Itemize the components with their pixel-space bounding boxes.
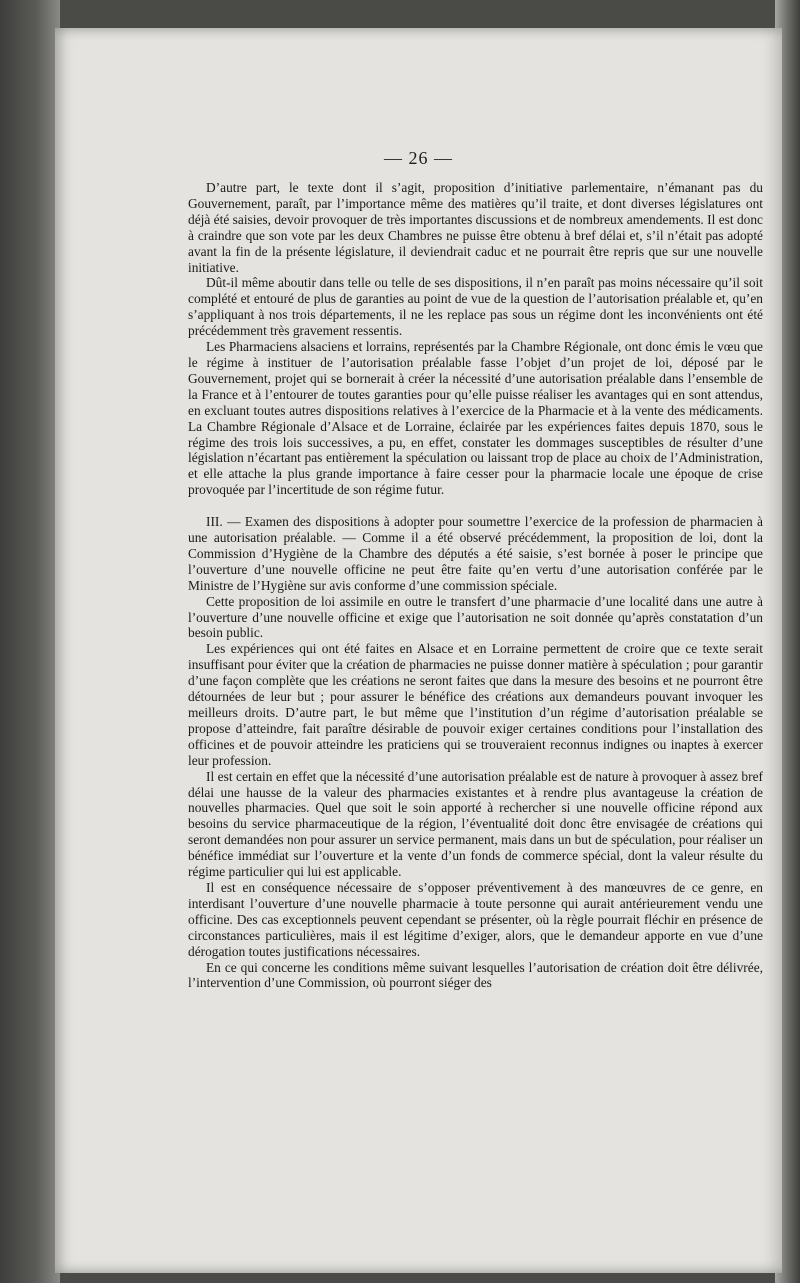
paragraph-7: Il est certain en effet que la nécessité d’une autorisation préalable est de nature à provoquer à assez bref délai une hausse de la valeur des pharmacies existantes et à rendre plus avantageuse la création de nouvelles pharmacies. Quel que soit le soin apporté à rechercher si une nouvelle officine répond aux besoins du service pharmaceutique de la région, l’éventualité doit donc être envisagée de créations qui seront demandées non pour assurer un service permanent, mais dans un but de spéculation, pour réaliser un bénéfice immédiat sur l’ouverture et la vente d’un fonds de commerce spécial, dont la valeur résulte du régime particulier qui lui est applicable.	[188, 768, 763, 880]
paragraph-6: Les expériences qui ont été faites en Alsace et en Lorraine permettent de croire que ce texte serait insuffisant pour éviter que la création de pharmacies ne puisse donner matière à spéculation ; pour garantir d’une façon complète que les créations ne seront faites que dans la mesure des besoins et ne pourront être détournées de leur but ; pour assurer le bénéfice des créations aux demandeurs pouvant invoquer les meilleurs droits. D’autre part, le but même que l’institution d’un régime d’autorisation préalable se propose d’atteindre, fait paraître désirable de pouvoir exiger certaines conditions pour l’installation des officines et de pouvoir atteindre les praticiens qui se trouveraient reconnus indignes ou inaptes à exercer leur profession.	[188, 641, 763, 768]
paragraph-section-iii: III. — Examen des dispositions à adopter pour soumettre l’exercice de la profession de pharmacien à une autorisation préalable. — Comme il a été observé précédemment, la proposition de loi, dont la Commission d’Hygiène de la Chambre des députés a été saisie, s’est bornée à poser le principe que l’ouverture d’une nouvelle officine ne peut être faite qu’en vertu d’une autorisation conférée par le Ministre de l’Hygiène sur avis conforme d’une commission spéciale.	[188, 514, 763, 593]
paragraph-5: Cette proposition de loi assimile en outre le transfert d’une pharmacie d’une localité dans une autre à l’ouverture d’une nouvelle officine et exige que l’autorisation ne soit donnée qu’après constatation d’un besoin public.	[188, 593, 763, 641]
paragraph-8: Il est en conséquence nécessaire de s’opposer préventivement à des manœuvres de ce genre, en interdisant l’ouverture d’une nouvelle pharmacie à toute personne qui aurait antérieurement vendu une officine. Des cas exceptionnels peuvent cependant se présenter, où la règle pourrait fléchir en présence de circonstances particulières, mais il est légitime d’exiger, alors, que le demandeur apporte en vue d’une dérogation toutes justifications nécessaires.	[188, 879, 763, 959]
paragraph-1: D’autre part, le texte dont il s’agit, proposition d’initiative parlementaire, n’émanant pas du Gouvernement, paraît, par l’importance même des matières qu’il traite, et dont diverses législatures ont déjà été saisies, devoir provoquer de très importantes discussions et de nombreux amendements. Il est donc à craindre que son vote par les deux Chambres ne puisse être obtenu à bref délai et, s’il n’était pas adopté avant la fin de la présente législature, il deviendrait caduc et ne pourrait être repris que sur une nouvelle initiative.	[188, 180, 763, 275]
section-gap	[188, 498, 763, 514]
page-body	[188, 180, 763, 991]
document-page	[55, 28, 782, 1273]
paragraph-2: Dût-il même aboutir dans telle ou telle de ses dispositions, il n’en paraît pas moins nécessaire qu’il soit complété et entouré de plus de garanties au point de vue de la question de l’autorisation préalable et, qu’en s’appliquant à nos trois départements, il ne les replace pas sous un régime dont les inconvénients ont été précédemment très gravement ressentis.	[188, 275, 763, 339]
page-number: — 26 —	[384, 148, 453, 168]
paragraph-9: En ce qui concerne les conditions même suivant lesquelles l’autorisation de création doit être délivrée, l’intervention d’une Commission, où pourront siéger des	[188, 959, 763, 991]
scan-background-left	[0, 0, 60, 1283]
paragraph-3: Les Pharmaciens alsaciens et lorrains, représentés par la Chambre Régionale, ont donc émis le vœu que le régime à instituer de l’autorisation préalable fasse l’objet d’un projet de loi, déposé par le Gouvernement, projet qui se bornerait à créer la nécessité d’une autorisation préalable dans l’ensemble de la France et à l’entourer de toutes garanties pour qu’elle puisse réaliser les avantages qui en sont attendus, en excluant toutes autres dispositions relatives à l’exercice de la Pharmacie et à la vente des médicaments. La Chambre Régionale d’Alsace et de Lorraine, éclairée par les expériences faites depuis 1870, sous le régime des trois lois successives, a pu, en effet, constater les dommages susceptibles de résulter d’une législation n’écartant pas entièrement la spéculation ou laissant trop de place au choix de l’Administration, et elle attache la plus grande importance à faire cesser pour la pharmacie locale une époque de crise provoquée par l’incertitude de son régime futur.	[188, 339, 763, 498]
